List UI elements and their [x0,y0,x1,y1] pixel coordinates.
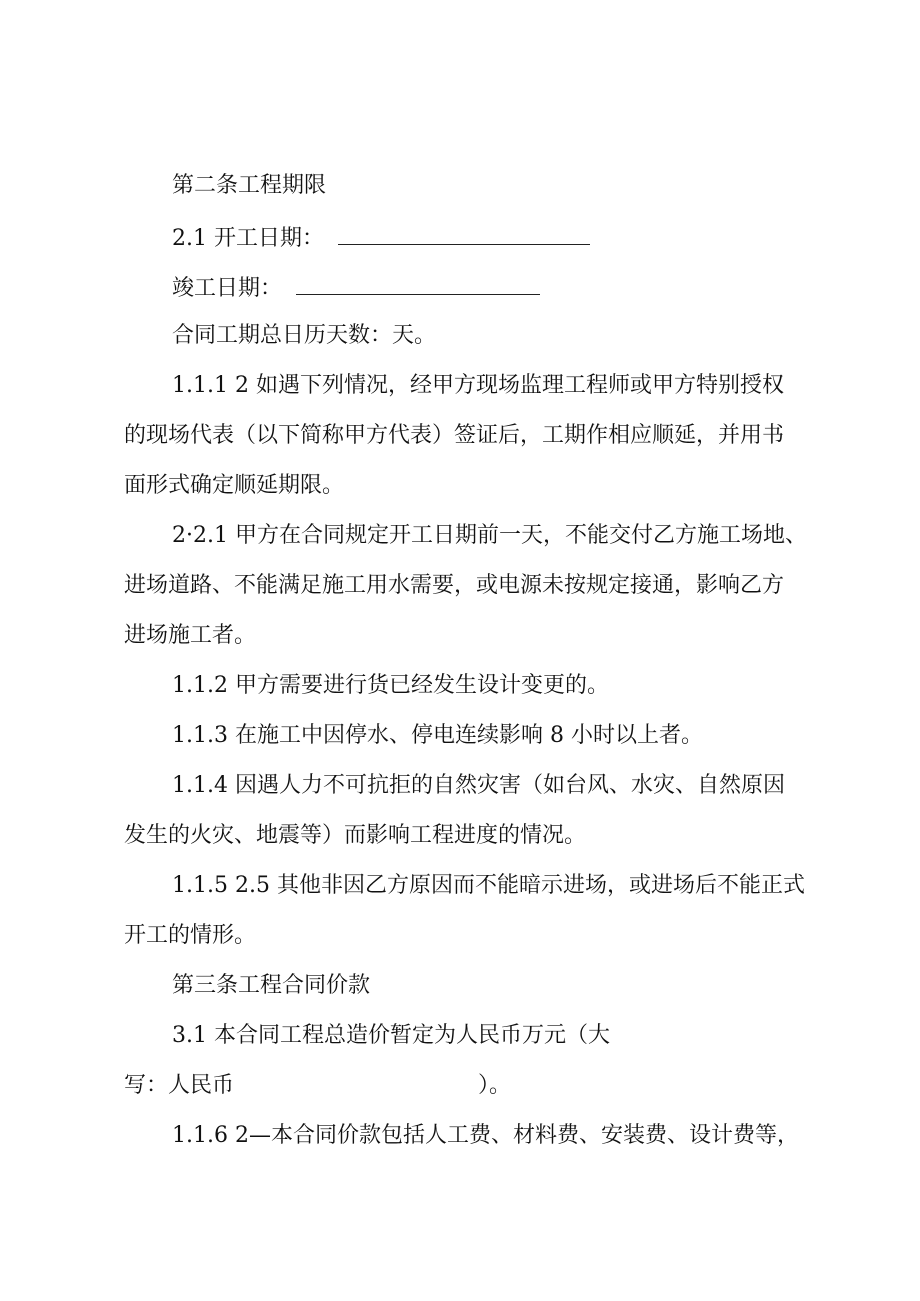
start-date-label: 2.1 开工日期： [172,226,324,251]
amount-in-words-close: ）。 [478,1073,512,1098]
clause-2-2-1-line-3: 进场施工者。 [124,623,257,648]
section-2-title: 第二条工程期限 [172,173,327,198]
clause-1-1-4-line-1: 1.1.4 因遇人力不可抗拒的自然灾害（如台风、水灾、自然原因 [172,773,785,798]
clause-1-1-6: 1.1.6 2—本合同价款包括人工费、材料费、安装费、设计费等， [172,1123,799,1148]
end-date-line [172,272,540,303]
clause-2-2-1-line-1: 2·2.1 甲方在合同规定开工日期前一天，不能交付乙方施工场地、 [172,523,807,548]
amount-in-words-label: 写：人民币 [124,1073,235,1098]
clause-3-1-line-2 [124,1072,511,1100]
end-date-field[interactable] [296,272,540,295]
total-days-line: 合同工期总日历天数：天。 [172,323,437,348]
clause-1-1-2: 1.1.2 甲方需要进行货已经发生设计变更的。 [172,673,609,698]
clause-1-1-1-line-2: 的现场代表（以下简称甲方代表）签证后，工期作相应顺延，并用书 [124,423,785,448]
start-date-line [172,222,590,253]
clause-1-1-1-line-1: 1.1.1 2 如遇下列情况，经甲方现场监理工程师或甲方特别授权 [172,373,784,398]
clause-1-1-5-line-2: 开工的情形。 [124,923,257,948]
clause-3-1-line-1: 3.1 本合同工程总造价暂定为人民币万元（大 [172,1023,610,1048]
start-date-field[interactable] [338,222,590,245]
clause-1-1-1-line-3: 面形式确定顺延期限。 [124,473,345,498]
clause-1-1-5-line-1: 1.1.5 2.5 其他非因乙方原因而不能暗示进场，或进场后不能正式 [172,873,805,898]
clause-1-1-3: 1.1.3 在施工中因停水、停电连续影响 8 小时以上者。 [172,723,703,748]
end-date-label: 竣工日期： [172,276,283,301]
clause-1-1-4-line-2: 发生的火灾、地震等）而影响工程进度的情况。 [124,823,587,848]
clause-2-2-1-line-2: 进场道路、不能满足施工用水需要，或电源未按规定接通，影响乙方 [124,573,785,598]
section-3-title: 第三条工程合同价款 [172,973,371,998]
